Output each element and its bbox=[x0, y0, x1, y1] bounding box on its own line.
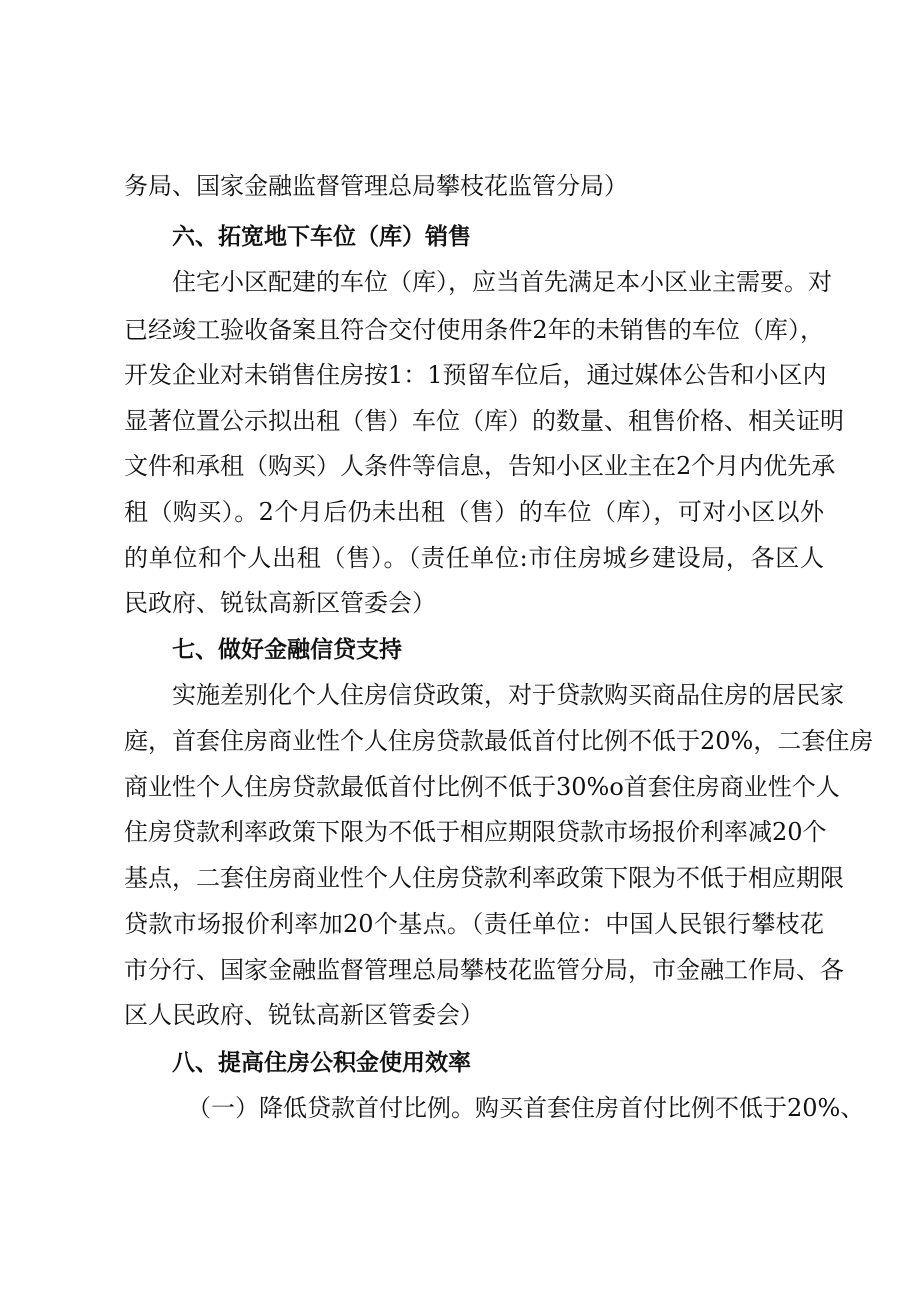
paragraph-line: 基点，二套住房商业性个人住房贷款利率政策下限为不低于相应期限 bbox=[124, 864, 844, 892]
section-heading-8: 八、提高住房公积金使用效率 bbox=[172, 1050, 471, 1076]
paragraph-line: 文件和承租（购买）人条件等信息，告知小区业主在2个月内优先承 bbox=[124, 452, 836, 480]
section-heading-6: 六、拓宽地下车位（库）销售 bbox=[172, 224, 471, 250]
section-heading-7: 七、做好金融信贷支持 bbox=[172, 637, 402, 663]
paragraph-line: 显著位置公示拟出租（售）车位（库）的数量、租售价格、相关证明 bbox=[124, 407, 844, 435]
paragraph-line: 的单位和个人出租（售）。（责任单位:市住房城乡建设局，各区人 bbox=[124, 544, 824, 572]
paragraph-line: 实施差别化个人住房信贷政策，对于贷款购买商品住房的居民家 bbox=[172, 681, 844, 709]
paragraph-line: 庭，首套住房商业性个人住房贷款最低首付比例不低于20%，二套住房 bbox=[124, 727, 874, 755]
paragraph-line: 民政府、锐钛高新区管委会） bbox=[124, 589, 436, 617]
paragraph-line: 区人民政府、锐钛高新区管委会） bbox=[124, 1001, 484, 1029]
paragraph-line: 开发企业对未销售住房按1：1预留车位后，通过媒体公告和小区内 bbox=[124, 361, 827, 389]
paragraph-line: 市分行、国家金融监督管理总局攀枝花监管分局，市金融工作局、各 bbox=[124, 956, 844, 984]
paragraph-line: 住房贷款利率政策下限为不低于相应期限贷款市场报价利率减20个 bbox=[124, 818, 827, 846]
paragraph-line: 住宅小区配建的车位（库），应当首先满足本小区业主需要。对 bbox=[172, 268, 832, 296]
paragraph-line: 贷款市场报价利率加20个基点。（责任单位：中国人民银行攀枝花 bbox=[124, 910, 824, 938]
paragraph-line: 务局、国家金融监督管理总局攀枝花监管分局） bbox=[124, 172, 628, 200]
paragraph-line: 商业性个人住房贷款最低首付比例不低于30%o首套住房商业性个人 bbox=[124, 773, 840, 801]
paragraph-line: 租（购买）。2个月后仍未出租（售）的车位（库），可对小区以外 bbox=[124, 498, 824, 526]
paragraph-line: （一）降低贷款首付比例。购买首套住房首付比例不低于20%、 bbox=[187, 1094, 865, 1122]
paragraph-line: 已经竣工验收备案且符合交付使用条件2年的未销售的车位（库）， bbox=[124, 316, 824, 344]
